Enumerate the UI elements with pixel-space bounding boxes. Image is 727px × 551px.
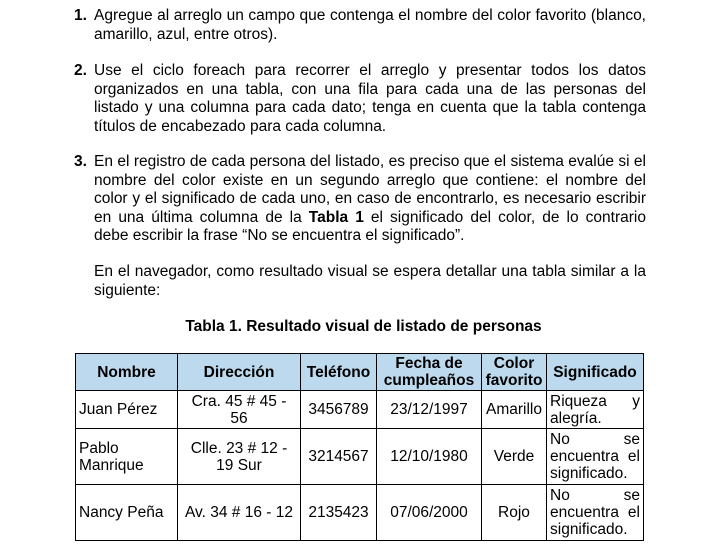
cell-significado: No se encuentra el significado.	[547, 429, 644, 485]
cell-telefono: 2135423	[301, 485, 377, 541]
cell-color: Amarillo	[482, 391, 547, 429]
cell-telefono: 3214567	[301, 429, 377, 485]
cell-nombre: Nancy Peña	[76, 485, 178, 541]
item-text-end: el significado del color, de lo contrario debe escribir la frase “No se encuentra el significado”.	[94, 208, 646, 244]
cell-direccion: Clle. 23 # 12 - 19 Sur	[178, 429, 301, 485]
cell-color: Verde	[482, 429, 547, 485]
table-row	[76, 391, 644, 429]
table-caption: Tabla 1. Resultado visual de listado de personas	[185, 318, 542, 335]
header-significado: Significado	[547, 354, 644, 391]
header-telefono: Teléfono	[301, 354, 377, 391]
people-table	[75, 353, 644, 541]
header-fecha: Fecha de cumpleaños	[377, 354, 482, 391]
cell-fecha: 23/12/1997	[377, 391, 482, 429]
header-nombre: Nombre	[76, 354, 178, 391]
header-direccion: Dirección	[178, 354, 301, 391]
item-number: 2.	[74, 62, 87, 79]
cell-direccion: Av. 34 # 16 - 12	[178, 485, 301, 541]
cell-fecha: 12/10/1980	[377, 429, 482, 485]
item-text: Agregue al arreglo un campo que contenga el nombre del color favorito (blanco, amarillo, azul, entre otros).	[94, 7, 646, 43]
intro-paragraph: En el navegador, como resultado visual se espera detallar una tabla similar a la siguiente:	[94, 263, 646, 299]
table-row	[76, 485, 644, 541]
table-header-row	[76, 354, 644, 391]
cell-nombre: Pablo Manrique	[76, 429, 178, 485]
item-text: Use el ciclo foreach para recorrer el arreglo y presentar todos los datos organizados en una tabla, con una fila para cada una de las personas del listado y una columna para cada dato; tenga en cuenta que la tabla contenga títulos de encabezado para cada columna.	[94, 62, 646, 135]
item-text	[94, 153, 646, 246]
cell-direccion: Cra. 45 # 45 - 56	[178, 391, 301, 429]
table-row	[76, 429, 644, 485]
list-item-2	[74, 62, 646, 136]
item-text-start: En el registro de cada persona del listado, es preciso que el sistema evalúe si el nombre del color existe en un segundo arreglo que contiene: el nombre del color y el significado de cada uno, en caso de encontrarlo, es necesario escribir en una última columna de la	[94, 153, 646, 226]
cell-significado: Riqueza y alegría.	[547, 391, 644, 429]
item-number: 3.	[74, 153, 87, 170]
cell-fecha: 07/06/2000	[377, 485, 482, 541]
header-color: Color favorito	[482, 354, 547, 391]
cell-color: Rojo	[482, 485, 547, 541]
item-number: 1.	[74, 7, 87, 24]
list-item-3	[74, 153, 646, 246]
cell-nombre: Juan Pérez	[76, 391, 178, 429]
table-reference: Tabla 1	[308, 208, 364, 226]
list-item-1	[74, 7, 646, 44]
cell-telefono: 3456789	[301, 391, 377, 429]
cell-significado: No se encuentra el significado.	[547, 485, 644, 541]
